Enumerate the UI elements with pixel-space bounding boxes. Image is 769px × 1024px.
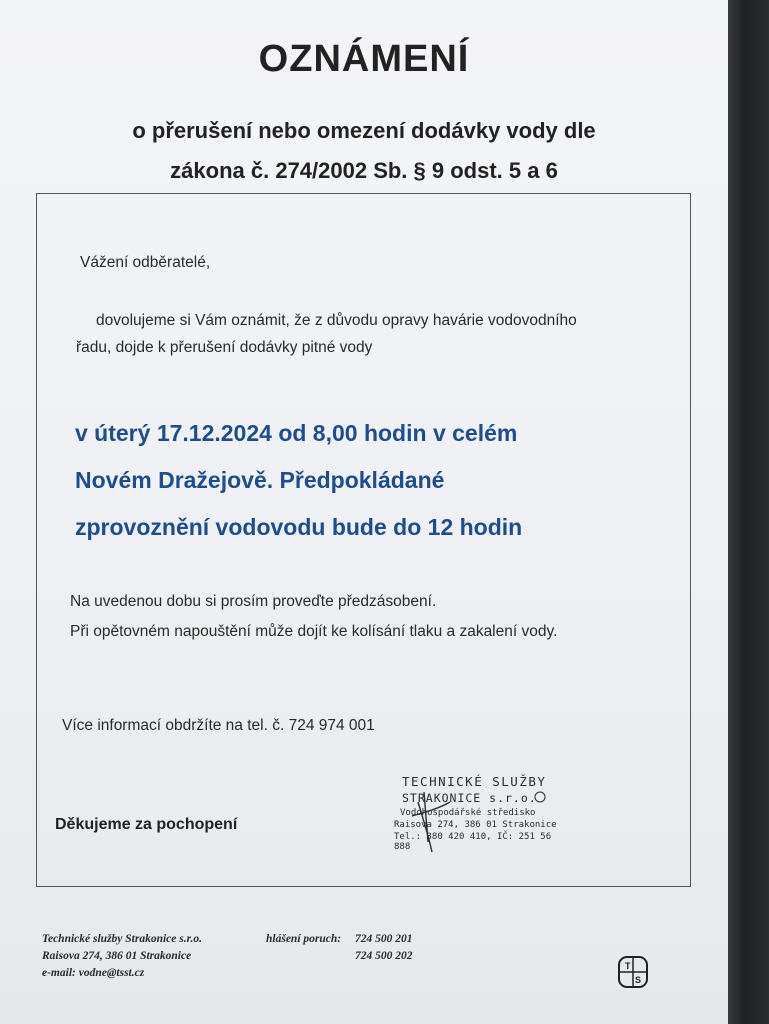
footer-phone-1: 724 500 201 — [355, 933, 413, 945]
notice-subtitle-line-2: zákona č. 274/2002 Sb. § 9 odst. 5 a 6 — [170, 158, 558, 183]
contact-line: Více informací obdržíte na tel. č. 724 974 001 — [62, 717, 375, 734]
stamp-line-3: Vodohospodářské středisko — [400, 808, 536, 818]
greeting: Vážení odběratelé, — [80, 254, 211, 271]
highlight-line-2: Novém Dražejově. Předpokládané — [75, 467, 445, 493]
notice-line-2: Při opětovném napouštění může dojít ke kolísání tlaku a zakalení vody. — [70, 623, 558, 640]
footer-faults-label: hlášení poruch: — [266, 933, 342, 945]
stamp-line-1: TECHNICKÉ SLUŽBY — [402, 774, 547, 789]
stamp-line-5: Tel.: 380 420 410, IČ: 251 56 888 — [394, 832, 552, 852]
footer-company: Technické služby Strakonice s.r.o. — [42, 933, 202, 945]
company-stamp — [388, 772, 568, 852]
ts-logo-icon — [617, 955, 649, 989]
footer-address: Raisova 274, 386 01 Strakonice — [42, 950, 192, 962]
highlight-line-3: zprovoznění vodovodu bude do 12 hodin — [75, 514, 523, 540]
footer-email: e-mail: vodne@tsst.cz — [42, 967, 145, 979]
footer-phone-2: 724 500 202 — [355, 950, 413, 962]
svg-text:T: T — [625, 961, 631, 971]
highlight-line-1: v úterý 17.12.2024 od 8,00 hodin v celém — [75, 420, 518, 446]
intro-line-1: dovolujeme si Vám oznámit, že z důvodu opravy havárie vodovodního — [96, 312, 577, 329]
svg-text:S: S — [635, 975, 642, 985]
notice-line-1: Na uvedenou dobu si prosím proveďte předzásobení. — [70, 593, 437, 610]
notice-subtitle-line-1: o přerušení nebo omezení dodávky vody dle — [132, 118, 596, 143]
thanks-text: Děkujeme za pochopení — [55, 816, 238, 833]
background-edge — [728, 0, 769, 1024]
notice-title: OZNÁMENÍ — [258, 38, 470, 80]
stamp-line-4: Raisova 274, 386 01 Strakonice — [394, 820, 557, 830]
stamp-line-2: STRAKONICE s.r.o. — [402, 791, 537, 805]
intro-line-2: řadu, dojde k přerušení dodávky pitné vody — [76, 339, 373, 356]
